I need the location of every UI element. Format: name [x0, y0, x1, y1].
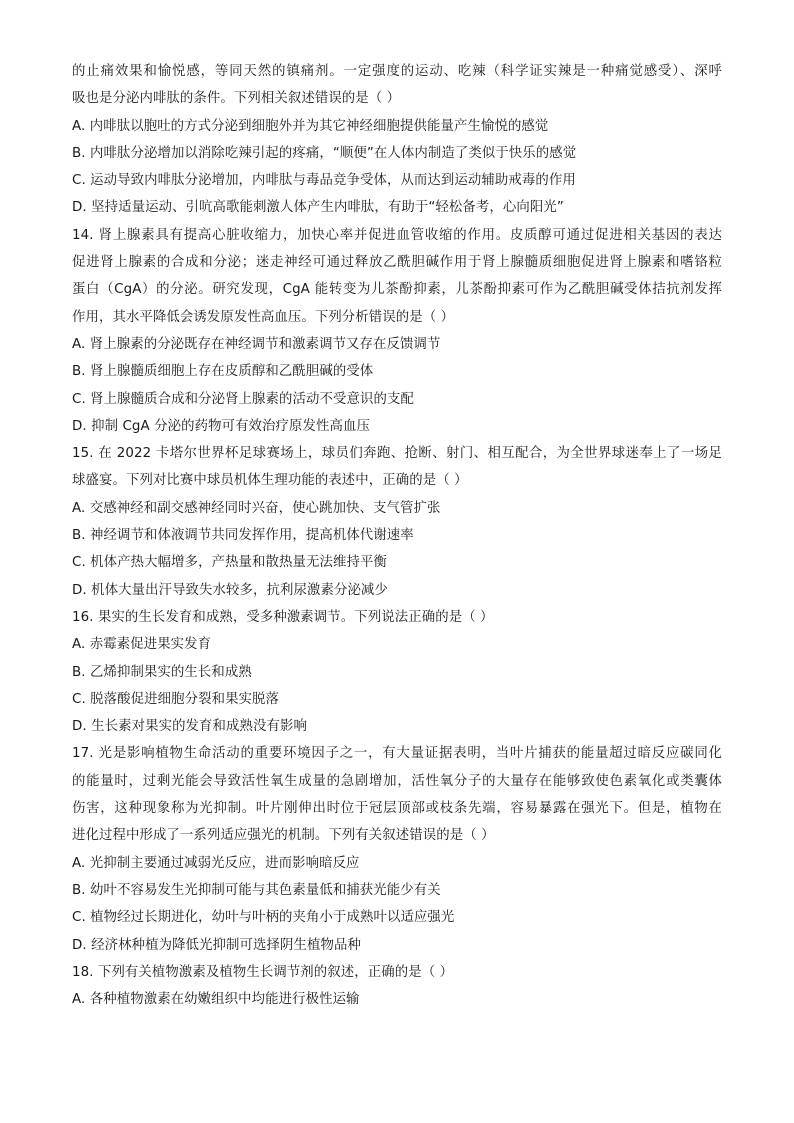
text-line: 球盛宴。下列对比赛中球员机体生理功能的表述中，正确的是（ ）: [72, 473, 468, 489]
text-line: A. 内啡肽以胞吐的方式分泌到细胞外并为其它神经细胞提供能量产生愉悦的感觉: [72, 118, 549, 134]
text-line: 吸也是分泌内啡肽的条件。下列相关叙述错误的是（ ）: [72, 91, 401, 107]
text-line: D. 生长素对果实的发育和成熟没有影响: [72, 719, 307, 735]
text-line: A. 各种植物激素在幼嫩组织中均能进行极性运输: [72, 992, 360, 1008]
text-line: A. 光抑制主要通过减弱光反应，进而影响暗反应: [72, 855, 360, 871]
text-line: 的能量时，过剩光能会导致活性氧生成量的急剧增加，活性氧分子的大量存在能够致使色素氧化或类囊体: [72, 773, 722, 789]
text-line: C. 脱落酸促进细胞分裂和果实脱落: [72, 691, 280, 707]
text-line: 的止痛效果和愉悦感，等同天然的镇痛剂。一定强度的运动、吃辣（科学证实辣是一种痛觉感受）、深呼: [72, 64, 722, 79]
text-line: C. 运动导致内啡肽分泌增加，内啡肽与毒品竞争受体，从而达到运动辅助戒毒的作用: [72, 173, 576, 189]
exam-page: [72, 58, 722, 1013]
text-line: D. 坚持适量运动、引吭高歌能刺激人体产生内啡肽，有助于“轻松备考，心向阳光”: [72, 200, 564, 216]
text-line: B. 幼叶不容易发生光抑制可能与其色素量低和捕获光能少有关: [72, 882, 441, 898]
text-line: A. 赤霉素促进果实发育: [72, 637, 212, 653]
text-line: 16. 果实的生长发育和成熟，受多种激素调节。下列说法正确的是（ ）: [72, 609, 494, 625]
text-line: 作用，其水平降低会诱发原发性高血压。下列分析错误的是（ ）: [72, 309, 455, 325]
text-line: 促进肾上腺素的合成和分泌；迷走神经可通过释放乙酰胆碱作用于肾上腺髓质细胞促进肾上腺素和嗜铬粒: [72, 255, 722, 271]
text-line: 蛋白（CgA）的分泌。研究发现，CgA 能转变为儿茶酚抑素，儿茶酚抑素可作为乙酰胆碱受体拮抗剂发挥: [72, 282, 722, 298]
text-line: 17. 光是影响植物生命活动的重要环境因子之一，有大量证据表明，当叶片捕获的能量超过暗反应碳同化: [72, 746, 722, 762]
text-line: 15. 在 2022 卡塔尔世界杯足球赛场上，球员们奔跑、抢断、射门、相互配合，为全世界球迷奉上了一场足: [72, 446, 722, 462]
text-line: 伤害，这种现象称为光抑制。叶片刚伸出时位于冠层顶部或枝条先端，容易暴露在强光下。但是，植物在: [72, 801, 722, 817]
text-line: D. 机体大量出汗导致失水较多，抗利尿激素分泌减少: [72, 582, 388, 598]
text-line: C. 机体产热大幅增多，产热量和散热量无法维持平衡: [72, 555, 387, 571]
text-line: D. 经济林种植为降低光抑制可选择阴生植物品种: [72, 937, 361, 953]
text-line: C. 肾上腺髓质合成和分泌肾上腺素的活动不受意识的支配: [72, 391, 414, 407]
text-line: B. 内啡肽分泌增加以消除吃辣引起的疼痛，“顺便”在人体内制造了类似于快乐的感觉: [72, 145, 577, 161]
text-line: B. 乙烯抑制果实的生长和成熟: [72, 664, 252, 680]
text-line: 14. 肾上腺素具有提高心脏收缩力，加快心率并促进血管收缩的作用。皮质醇可通过促进相关基因的表达: [72, 227, 722, 243]
text-line: D. 抑制 CgA 分泌的药物可有效治疗原发性高血压: [72, 418, 370, 434]
text-line: B. 肾上腺髓质细胞上存在皮质醇和乙酰胆碱的受体: [72, 364, 374, 380]
text-line: A. 交感神经和副交感神经同时兴奋，使心跳加快、支气管扩张: [72, 500, 441, 516]
text-line: 18. 下列有关植物激素及植物生长调节剂的叙述，正确的是（ ）: [72, 964, 454, 980]
text-line: A. 肾上腺素的分泌既存在神经调节和激素调节又存在反馈调节: [72, 336, 441, 352]
text-line: C. 植物经过长期进化，幼叶与叶柄的夹角小于成熟叶以适应强光: [72, 910, 455, 926]
text-line: 进化过程中形成了一系列适应强光的机制。下列有关叙述错误的是（ ）: [72, 828, 495, 844]
text-line: B. 神经调节和体液调节共同发挥作用，提高机体代谢速率: [72, 528, 414, 544]
